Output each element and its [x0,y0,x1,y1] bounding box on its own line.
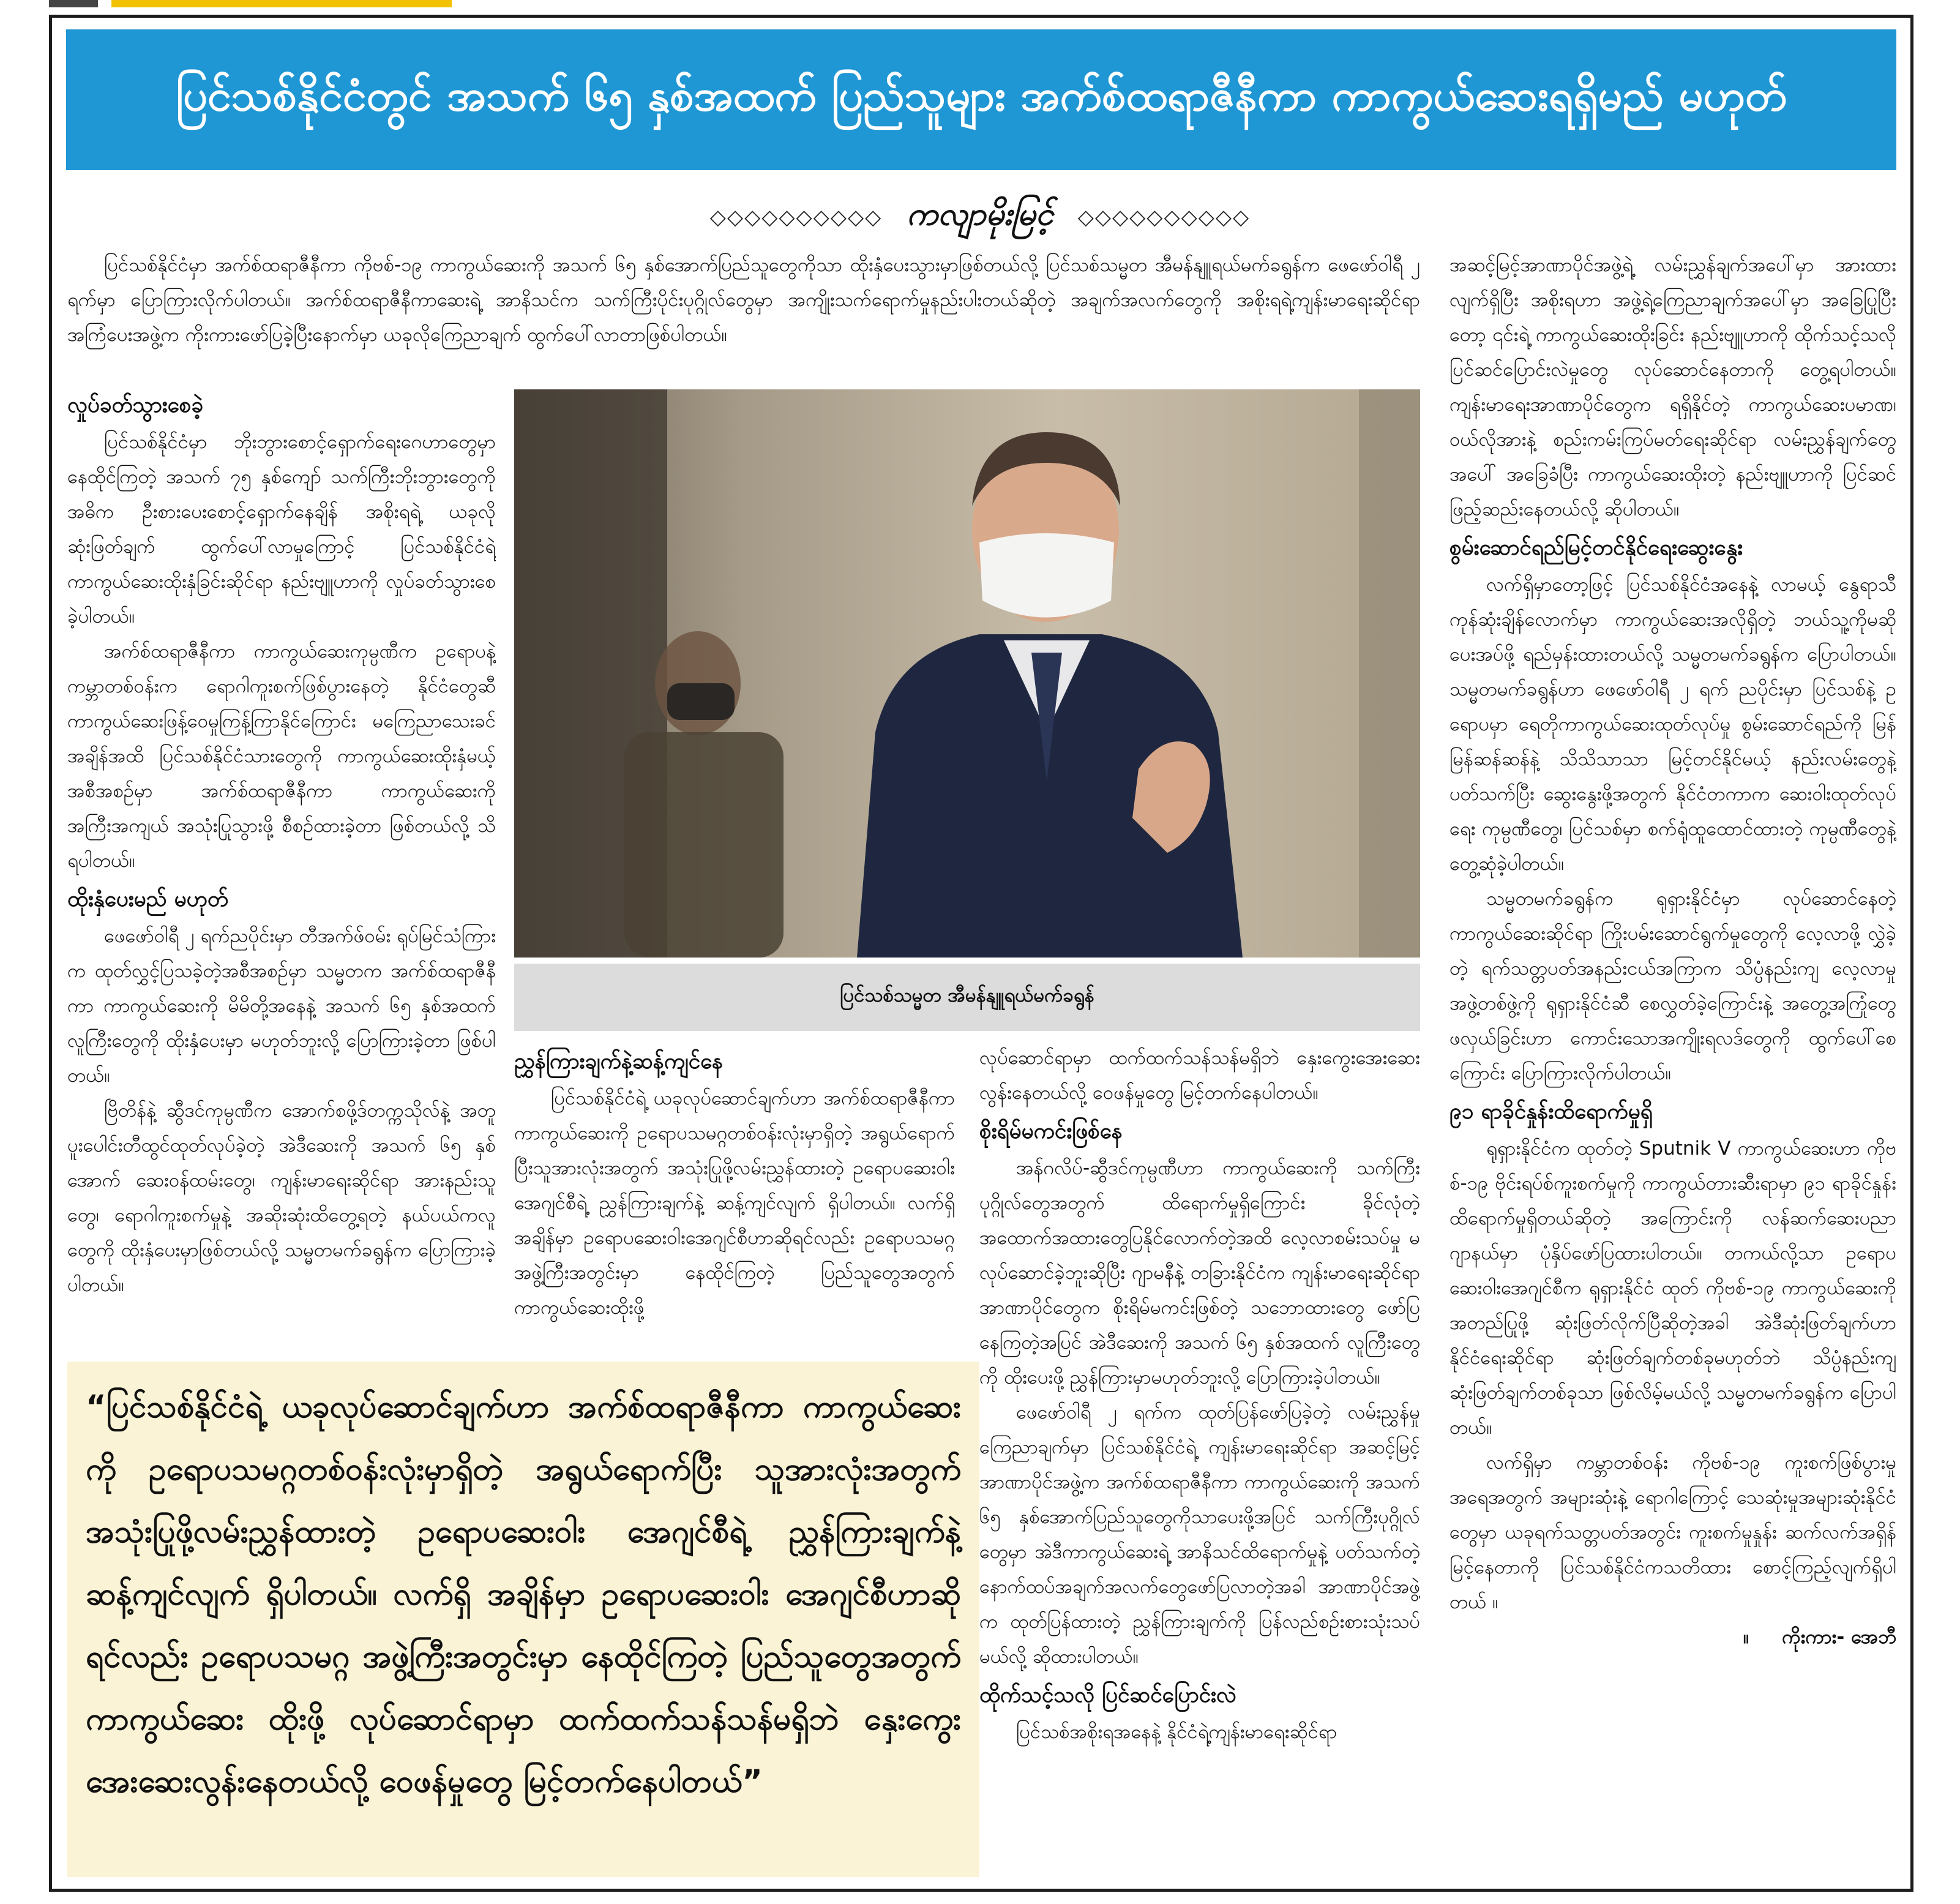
photo-illustration [514,389,1420,958]
col4-para-2: သမ္မတမက်ခရွန်က ရုရှားနိုင်ငံမှာ လုပ်ဆောင်နေတဲ့ ကာကွယ်ဆေးဆိုင်ရာ ကြိုးပမ်းဆောင်ရွက်မှုတွေကို လေ့လာဖို့ လွှဲခဲ့တဲ့ ရက်သတ္တပတ်အနည်းငယ်အကြာက သိပ္ပံနည်းကျ လေ့လာမှုအဖွဲ့တစ်ဖွဲ့ကို ရုရှားနိုင်ငံဆီ စေလွှတ်ခဲ့ကြောင်းနဲ့ အတွေ့အကြုံတွေ ဖလှယ်ခြင်းဟာ ကောင်းသောအကျိုးရလဒ်တွေကို ထွက်ပေါ်စေကြောင်း ပြောကြားလိုက်ပါတယ်။ [1449,888,1896,1084]
subhead-3: ညွှန်ကြားချက်နဲ့ဆန့်ကျင်နေ [514,1049,724,1074]
col1-para-4: ဗြိတိန်နဲ့ ဆွီဒင်ကုမ္ပဏီက အောက်စဖို့ဒ်တက္ကသိုလ်နဲ့ အတူ ပူးပေါင်းတီထွင်ထုတ်လုပ်ခဲ့တဲ့ အဲဒီဆေးကို အသက် ၆၅ နှစ်အောက် ဆေးဝန်ထမ်းတွေ၊ ကျန်းမာရေးဆိုင်ရာ အားနည်းသူတွေ၊ ရောဂါကူးစက်မှုနဲ့ အဆိုးဆုံးထိတွေ့ရတဲ့ နယ်ပယ်ကလူတွေကို ထိုးနှံပေးမှာဖြစ်တယ်လို့ သမ္မတမက်ခရွန်က ပြောကြားခဲ့ပါတယ်။ [67,1100,496,1296]
lead-paragraph [67,248,1420,353]
subhead-2: ထိုးနှံပေးမည် မဟုတ် [67,887,228,912]
author-name: ကလျာမိုးမြင့် [907,196,1053,233]
col3-para-2: ဖေဖော်ဝါရီ ၂ ရက်က ထုတ်ပြန်ဖော်ပြခဲ့တဲ့ လမ်းညွှန်မှုကြေညာချက်မှာ ပြင်သစ်နိုင်ငံရဲ့ ကျန်းမာရေးဆိုင်ရာ အဆင့်မြင့်အာဏာပိုင်အဖွဲ့က အက်စ်ထရာဇီနီကာ ကာကွယ်ဆေးကို အသက် ၆၅ နှစ်အောက်ပြည်သူတွေကိုသာပေးဖို့အပြင် သက်ကြီးပုဂ္ဂိုလ်တွေမှာ အဲဒီကာကွယ်ဆေးရဲ့ အာနိသင်ထိရောက်မှုနဲ့ ပတ်သက်တဲ့ နောက်ထပ်အချက်အလက်တွေဖော်ပြလာတဲ့အခါ အာဏာပိုင်အဖွဲ့က ထုတ်ပြန်ထားတဲ့ ညွှန်ကြားချက်ကို ပြန်လည်စဉ်းစားသုံးသပ်မယ်လို့ ဆိုထားပါတယ်။ [979,1401,1420,1668]
col4-para-4: လက်ရှိမှာ ကမ္ဘာတစ်ဝန်း ကိုဗစ်-၁၉ ကူးစက်ဖြစ်ပွားမှုအရေအတွက် အများဆုံးနဲ့ ရောဂါကြောင့် သေဆုံးမှုအများဆုံးနိုင်ငံတွေမှာ ယခုရက်သတ္တပတ်အတွင်း ကူးစက်မှုနှုန်း ဆက်လက်အရှိန်မြင့်နေတာကို ပြင်သစ်နိုင်ငံကသတိထား စောင့်ကြည့်လျက်ရှိပါတယ် ။ [1449,1452,1896,1613]
col2-para-1: ပြင်သစ်နိုင်ငံရဲ့ ယခုလုပ်ဆောင်ချက်ဟာ အက်စ်ထရာဇီနီကာ ကာကွယ်ဆေးကို ဥရောပသမဂ္ဂတစ်ဝန်းလုံးမှာရှိတဲ့ အရွယ်ရောက်ပြီးသူအားလုံးအတွက် အသုံးပြုဖို့လမ်းညွှန်ထားတဲ့ ဥရောပဆေးဝါးအေဂျင်စီရဲ့ ညွှန်ကြားချက်နဲ့ ဆန့်ကျင်လျက် ရှိပါတယ်။ လက်ရှိအချိန်မှာ ဥရောပဆေးဝါးအေဂျင်စီဟာဆိုရင်လည်း ဥရောပသမဂ္ဂအဖွဲ့ကြီးအတွင်းမှာ နေထိုင်ကြတဲ့ ပြည်သူတွေအတွက် ကာကွယ်ဆေးထိုးဖို့ [514,1087,955,1319]
pull-quote-box [67,1362,979,1877]
photo-caption-text: ပြင်သစ်သမ္မတ အီမန်နျူရယ်မက်ခရွန် [840,984,1094,1006]
col4-para-0: အဆင့်မြင့်အာဏာပိုင်အဖွဲ့ရဲ့ လမ်းညွှန်ချက်အပေါ်မှာ အားထားလျက်ရှိပြီး အစိုးရဟာ အဖွဲ့ရဲ့ကြေညာချက်အပေါ်မှာ အခြေပြုပြီးတော့ ၎င်းရဲ့ ကာကွယ်ဆေးထိုးခြင်း နည်းဗျူဟာကို ထိုက်သင့်သလို ပြင်ဆင်ပြောင်းလဲမှုတွေ လုပ်ဆောင်နေတာကို တွေ့ရပါတယ်။ ကျန်းမာရေးအာဏာပိုင်တွေက ရရှိနိုင်တဲ့ ကာကွယ်ဆေးပမာဏ၊ ဝယ်လိုအားနဲ့ စည်းကမ်းကြပ်မတ်ရေးဆိုင်ရာ လမ်းညွှန်ချက်တွေအပေါ် အခြေခံပြီး ကာကွယ်ဆေးထိုးတဲ့ နည်းဗျူဟာကို ပြင်ဆင်ဖြည့်ဆည်းနေတယ်လို့ ဆိုပါတယ်။ [1449,254,1896,520]
lead-text: ပြင်သစ်နိုင်ငံမှာ အက်စ်ထရာဇီနီကာ ကိုဗစ်-၁၉ ကာကွယ်ဆေးကို အသက် ၆၅ နှစ်အောက်ပြည်သူတွေကိုသာ ထိုးနှံပေးသွားမှာဖြစ်တယ်လို့ ပြင်သစ်သမ္မတ အီမန်နျူရယ်မက်ခရွန်က ဖေဖော်ဝါရီ ၂ ရက်မှာ ပြောကြားလိုက်ပါတယ်။ အက်စ်ထရာဇီနီကာဆေးရဲ့ အာနိသင်က သက်ကြီးပိုင်းပုဂ္ဂိုလ်တွေမှာ အကျိုးသက်ရောက်မှုနည်းပါးတယ်ဆိုတဲ့ အချက်အလက်တွေကို အစိုးရရဲ့ကျန်းမာရေးဆိုင်ရာ အကြံပေးအဖွဲ့က ကိုးကားဖော်ပြခဲ့ပြီးနောက်မှာ ယခုလိုကြေညာချက် ထွက်ပေါ်လာတာဖြစ်ပါတယ်။ [67,254,1420,346]
subhead-7: ၉၁ ရာခိုင်နှုန်းထိရောက်မှုရှိ [1449,1100,1653,1124]
column-1 [67,384,496,1352]
column-4 [1449,248,1896,1889]
col3-para-3: ပြင်သစ်အစိုးရအနေနဲ့ နိုင်ငံရဲ့ကျန်းမာရေးဆိုင်ရာ [1016,1721,1337,1743]
byline-ornament-right: ◇◇◇◇◇◇◇◇◇◇ [1077,205,1251,230]
byline-ornament-left: ◇◇◇◇◇◇◇◇◇◇ [709,205,883,230]
col1-para-3: ဖေဖော်ဝါရီ ၂ ရက်ညပိုင်းမှာ တီအက်ဖ်ဝမ်း ရုပ်မြင်သံကြားက ထုတ်လွှင့်ပြသခဲ့တဲ့အစီအစဉ်မှာ သမ္မတက အက်စ်ထရာဇီနီကာ ကာကွယ်ဆေးကို မိမိတို့အနေနဲ့ အသက် ၆၅ နှစ်အထက် လူကြီးတွေကို ထိုးနှံပေးမှာ မဟုတ်ဘူးလို့ ပြောကြားခဲ့တာ ဖြစ်ပါတယ်။ [67,925,496,1087]
top-accent-bar [111,0,452,7]
col4-para-3: ရုရှားနိုင်ငံက ထုတ်တဲ့ Sputnik V ကာကွယ်ဆေးဟာ ကိုဗစ်-၁၉ ဗိုင်းရပ်စ်ကူးစက်မှုကို ကာကွယ်တားဆီးရာမှာ ၉၁ ရာခိုင်နှုန်း ထိရောက်မှုရှိတယ်ဆိုတဲ့ အကြောင်းကို လန်ဆက်ဆေးပညာဂျာနယ်မှာ ပုံနှိပ်ဖော်ပြထားပါတယ်။ တကယ်လို့သာ ဥရောပဆေးဝါးအေဂျင်စီက ရုရှားနိုင်ငံ ထုတ် ကိုဗစ်-၁၉ ကာကွယ်ဆေးကို အတည်ပြုဖို့ ဆုံးဖြတ်လိုက်ပြီဆိုတဲ့အခါ အဲဒီဆုံးဖြတ်ချက်ဟာ နိုင်ငံရေးဆိုင်ရာ ဆုံးဖြတ်ချက်တစ်ခုမဟုတ်ဘဲ သိပ္ပံနည်းကျ ဆုံးဖြတ်ချက်တစ်ခုသာ ဖြစ်လိမ့်မယ်လို့ သမ္မတမက်ခရွန်က ပြောပါတယ်။ [1449,1138,1896,1439]
column-2 [514,1041,955,1359]
photo-caption [514,964,1420,1031]
subhead-4: စိုးရိမ်မကင်းဖြစ်နေ [979,1119,1123,1144]
top-dark-tab [49,0,98,7]
byline [0,190,1960,245]
headline-text: ပြင်သစ်နိုင်ငံတွင် အသက် ၆၅ နှစ်အထက် ပြည်သူများ အက်စ်ထရာဇီနီကာ ကာကွယ်ဆေးရရှိမည် မဟုတ် [176,70,1787,121]
col4-para-1: လက်ရှိမှာတော့ဖြင့် ပြင်သစ်နိုင်ငံအနေနဲ့ လာမယ့် နွေရာသီကုန်ဆုံးချိန်လောက်မှာ ကာကွယ်ဆေးအလိုရှိတဲ့ ဘယ်သူ့ကိုမဆို ပေးအပ်ဖို့ ရည်မှန်းထားတယ်လို့ သမ္မတမက်ခရွန်က ပြောပါတယ်။ သမ္မတမက်ခရွန်ဟာ ဖေဖော်ဝါရီ ၂ ရက် ညပိုင်းမှာ ပြင်သစ်နဲ့ ဥရောပမှာ ရေတိုကာကွယ်ဆေးထုတ်လုပ်မှု စွမ်းဆောင်ရည်ကို မြန်မြန်ဆန်ဆန်နဲ့ သိသိသာသာ မြင့်တင်နိုင်မယ့် နည်းလမ်းတွေနဲ့ ပတ်သက်ပြီး ဆွေးနွေးဖို့အတွက် နိုင်ငံတကာက ဆေးဝါးထုတ်လုပ်ရေး ကုမ္ပဏီတွေ၊ ပြင်သစ်မှာ စက်ရုံထူထောင်ထားတဲ့ ကုမ္ပဏီတွေနဲ့ တွေ့ဆုံခဲ့ပါတယ်။ [1449,574,1896,875]
col1-para-2: အက်စ်ထရာဇီနီကာ ကာကွယ်ဆေးကုမ္ပဏီက ဥရောပနဲ့ ကမ္ဘာတစ်ဝန်းက ရောဂါကူးစက်ဖြစ်ပွားနေတဲ့ နိုင်ငံတွေဆီ ကာကွယ်ဆေးဖြန့်ဝေမှုကြန့်ကြာနိုင်ကြောင်း မကြေညာသေးခင်အချိန်အထိ ပြင်သစ်နိုင်ငံသားတွေကို ကာကွယ်ဆေးထိုးနှံမယ့်အစီအစဉ်မှာ အက်စ်ထရာဇီနီကာ ကာကွယ်ဆေးကို အကြီးအကျယ် အသုံးပြုသွားဖို့ စီစဉ်ထားခဲ့တာ ဖြစ်တယ်လို့ သိရပါတယ်။ [67,640,496,872]
subhead-1: လှုပ်ခတ်သွားစေခဲ့ [67,393,204,418]
source-credit [1449,1620,1896,1655]
source-text: ကိုးကား- အေဘီ [1782,1626,1896,1648]
president-photo [514,389,1420,958]
headline-banner [66,29,1896,170]
subhead-6: စွမ်းဆောင်ရည်မြင့်တင်နိုင်ရေးဆွေးနွေး [1449,536,1743,560]
subhead-5: ထိုက်သင့်သလို ပြင်ဆင်ပြောင်းလဲ [979,1683,1236,1707]
col3-para-1: အန်ဂလိပ်-ဆွီဒင်ကုမ္ပဏီဟာ ကာကွယ်ဆေးကို သက်ကြီးပုဂ္ဂိုလ်တွေအတွက် ထိရောက်မှုရှိကြောင်း ခိုင်လုံတဲ့ အထောက်အထားတွေပြနိုင်လောက်တဲ့အထိ လေ့လာစမ်းသပ်မှု မလုပ်ဆောင်ခဲ့ဘူးဆိုပြီး ဂျာမနီနဲ့ တခြားနိုင်ငံက ကျန်းမာရေးဆိုင်ရာ အာဏာပိုင်တွေက စိုးရိမ်မကင်းဖြစ်တဲ့ သဘောထားတွေ ဖော်ပြနေကြတဲ့အပြင် အဲဒီဆေးကို အသက် ၆၅ နှစ်အထက် လူကြီးတွေကို ထိုးပေးဖို့ ညွှန်ကြားမှာမဟုတ်ဘူးလို့ ပြောကြားခဲ့ပါတယ်။ [979,1157,1420,1389]
end-mark: ။ [1743,1626,1749,1648]
column-3 [979,1041,1420,1892]
col3-para-0: လုပ်ဆောင်ရာမှာ ထက်ထက်သန်သန်မရှိဘဲ နှေးကွေးအေးဆေးလွန်းနေတယ်လို့ ဝေဖန်မှုတွေ မြင့်တက်နေပါတယ်။ [979,1047,1420,1104]
col1-para-1: ပြင်သစ်နိုင်ငံမှာ ဘိုးဘွားစောင့်ရှောက်ရေးဂေဟာတွေမှာ နေထိုင်ကြတဲ့ အသက် ၇၅ နှစ်ကျော် သက်ကြီးဘိုးဘွားတွေကို အဓိက ဦးစားပေးစောင့်ရှောက်နေချိန် အစိုးရရဲ့ ယခုလိုဆုံးဖြတ်ချက် ထွက်ပေါ်လာမှုကြောင့် ပြင်သစ်နိုင်ငံရဲ့ ကာကွယ်ဆေးထိုးနှံခြင်းဆိုင်ရာ နည်းဗျူဟာကို လှုပ်ခတ်သွားစေခဲ့ပါတယ်။ [67,431,496,628]
pull-quote-text: “ပြင်သစ်နိုင်ငံရဲ့ ယခုလုပ်ဆောင်ချက်ဟာ အက်စ်ထရာဇီနီကာ ကာကွယ်ဆေးကို ဥရောပသမဂ္ဂတစ်ဝန်းလုံးမှာရှိတဲ့ အရွယ်ရောက်ပြီး သူအားလုံးအတွက် အသုံးပြုဖို့လမ်းညွှန်ထားတဲ့ ဥရောပဆေးဝါး အေဂျင်စီရဲ့ ညွှန်ကြားချက်နဲ့ ဆန့်ကျင်လျက် ရှိပါတယ်။ လက်ရှိ အချိန်မှာ ဥရောပဆေးဝါး အေဂျင်စီဟာဆိုရင်လည်း ဥရောပသမဂ္ဂ အဖွဲ့ကြီးအတွင်းမှာ နေထိုင်ကြတဲ့ ပြည်သူတွေအတွက် ကာကွယ်ဆေး ထိုးဖို့ လုပ်ဆောင်ရာမှာ ထက်ထက်သန်သန်မရှိဘဲ နှေးကွေး အေးဆေးလွန်းနေတယ်လို့ ဝေဖန်မှုတွေ မြင့်တက်နေပါတယ်” [86,1389,961,1800]
